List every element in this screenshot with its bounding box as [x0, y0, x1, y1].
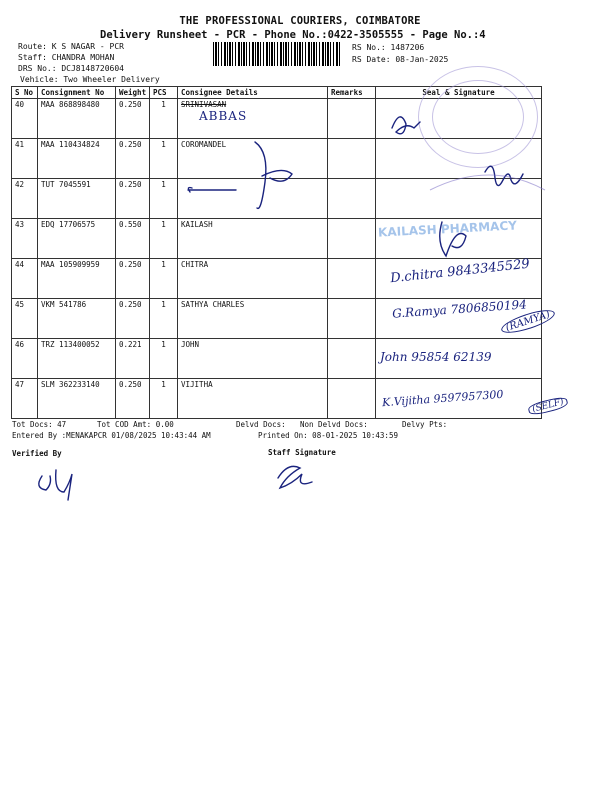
stamp-arc	[430, 175, 545, 190]
printed-on: Printed On: 08-01-2025 10:43:59	[258, 431, 398, 440]
entered-by: Entered By :MENAKAPCR 01/08/2025 10:43:44 AM	[12, 431, 211, 440]
non-delivered-docs: Non Delvd Docs:	[300, 420, 368, 429]
handwritten-ramya: G.Ramya 7806850194	[391, 297, 528, 321]
staff-signature-label: Staff Signature	[268, 448, 336, 457]
signature-row41	[255, 142, 292, 208]
total-cod-amount: Tot COD Amt: 0.00	[97, 420, 174, 429]
cell-consignment: MAA 868898480	[38, 99, 116, 139]
cell-consignee: CHITRA	[178, 259, 328, 299]
cell-weight: 0.250	[116, 299, 150, 339]
cell-weight: 0.250	[116, 259, 150, 299]
cell-pcs: 1	[150, 99, 178, 139]
route-label: Route: K S NAGAR - PCR	[18, 42, 124, 51]
cell-sno: 42	[12, 179, 38, 219]
rs-number: RS No.: 1487206	[352, 43, 425, 52]
company-title: THE PROFESSIONAL COURIERS, COIMBATORE	[179, 15, 421, 27]
cell-consignee: COROMANDEL	[178, 139, 328, 179]
handwritten-john: John 95854 62139	[380, 350, 492, 364]
cell-consignment: MAA 105909959	[38, 259, 116, 299]
verified-by-label: Verified By	[12, 449, 62, 458]
cell-consignment: TUT 7045591	[38, 179, 116, 219]
col-sno: S No	[12, 87, 38, 99]
handwritten-self-tag: (SELF)	[527, 395, 569, 416]
cell-sno: 46	[12, 339, 38, 379]
handwritten-chitra: D.chitra 9843345529	[389, 256, 531, 287]
drs-label: DRS No.: DCJ8148720604	[18, 64, 124, 73]
col-consignment: Consignment No	[38, 87, 116, 99]
cell-consignment: TRZ 113400052	[38, 339, 116, 379]
cell-sno: 40	[12, 99, 38, 139]
cell-sno: 41	[12, 139, 38, 179]
cell-pcs: 1	[150, 259, 178, 299]
cell-consignment: EDQ 17706575	[38, 219, 116, 259]
cell-sno: 47	[12, 379, 38, 419]
cell-sno: 45	[12, 299, 38, 339]
cell-weight: 0.250	[116, 139, 150, 179]
runsheet-title: Delivery Runsheet - PCR - Phone No.:0422-3505555 - Page No.:4	[100, 29, 486, 41]
cell-consignment: SLM 362233140	[38, 379, 116, 419]
cell-consignment: MAA 110434824	[38, 139, 116, 179]
signature-row40	[392, 117, 420, 134]
cell-weight: 0.250	[116, 179, 150, 219]
cell-consignee: JOHN	[178, 339, 328, 379]
consignee-name: SRINIVASAN	[181, 100, 227, 109]
rs-date: RS Date: 08-Jan-2025	[352, 55, 449, 64]
delivery-points: Delvy Pts:	[402, 420, 448, 429]
cell-consignee: VIJITHA	[178, 379, 328, 419]
cell-pcs: 1	[150, 299, 178, 339]
total-docs: Tot Docs: 47	[12, 420, 67, 429]
col-remarks: Remarks	[328, 87, 376, 99]
cell-consignment: VKM 541786	[38, 299, 116, 339]
signature-staff	[278, 466, 312, 488]
cell-consignee: KAILASH	[178, 219, 328, 259]
staff-label: Staff: CHANDRA MOHAN	[18, 53, 115, 62]
signature-row42-line	[188, 188, 236, 193]
handwritten-vijitha: K.Vijitha 9597957300	[381, 387, 504, 410]
cell-pcs: 1	[150, 379, 178, 419]
cell-pcs: 1	[150, 179, 178, 219]
cell-pcs: 1	[150, 339, 178, 379]
cell-weight: 0.250	[116, 379, 150, 419]
col-weight: Weight	[116, 87, 150, 99]
cell-sno: 44	[12, 259, 38, 299]
cell-pcs: 1	[150, 139, 178, 179]
cell-pcs: 1	[150, 219, 178, 259]
kailash-pharmacy-stamp: KAILASH PHARMACY	[377, 218, 518, 240]
cell-consignee: SATHYA CHARLES	[178, 299, 328, 339]
signature-verified	[39, 470, 72, 500]
handwritten-note: ABBAS	[199, 109, 248, 123]
cell-weight: 0.250	[116, 99, 150, 139]
col-seal-signature: Seal & Signature	[376, 87, 542, 99]
cell-weight: 0.550	[116, 219, 150, 259]
vehicle-label: Vehicle: Two Wheeler Delivery	[20, 75, 160, 84]
delivered-docs: Delvd Docs:	[236, 420, 286, 429]
handwritten-ramya-tag: (RAMYA)	[499, 306, 557, 338]
col-consignee: Consignee Details	[178, 87, 328, 99]
cell-sno: 43	[12, 219, 38, 259]
cell-weight: 0.221	[116, 339, 150, 379]
col-pcs: PCS	[150, 87, 178, 99]
